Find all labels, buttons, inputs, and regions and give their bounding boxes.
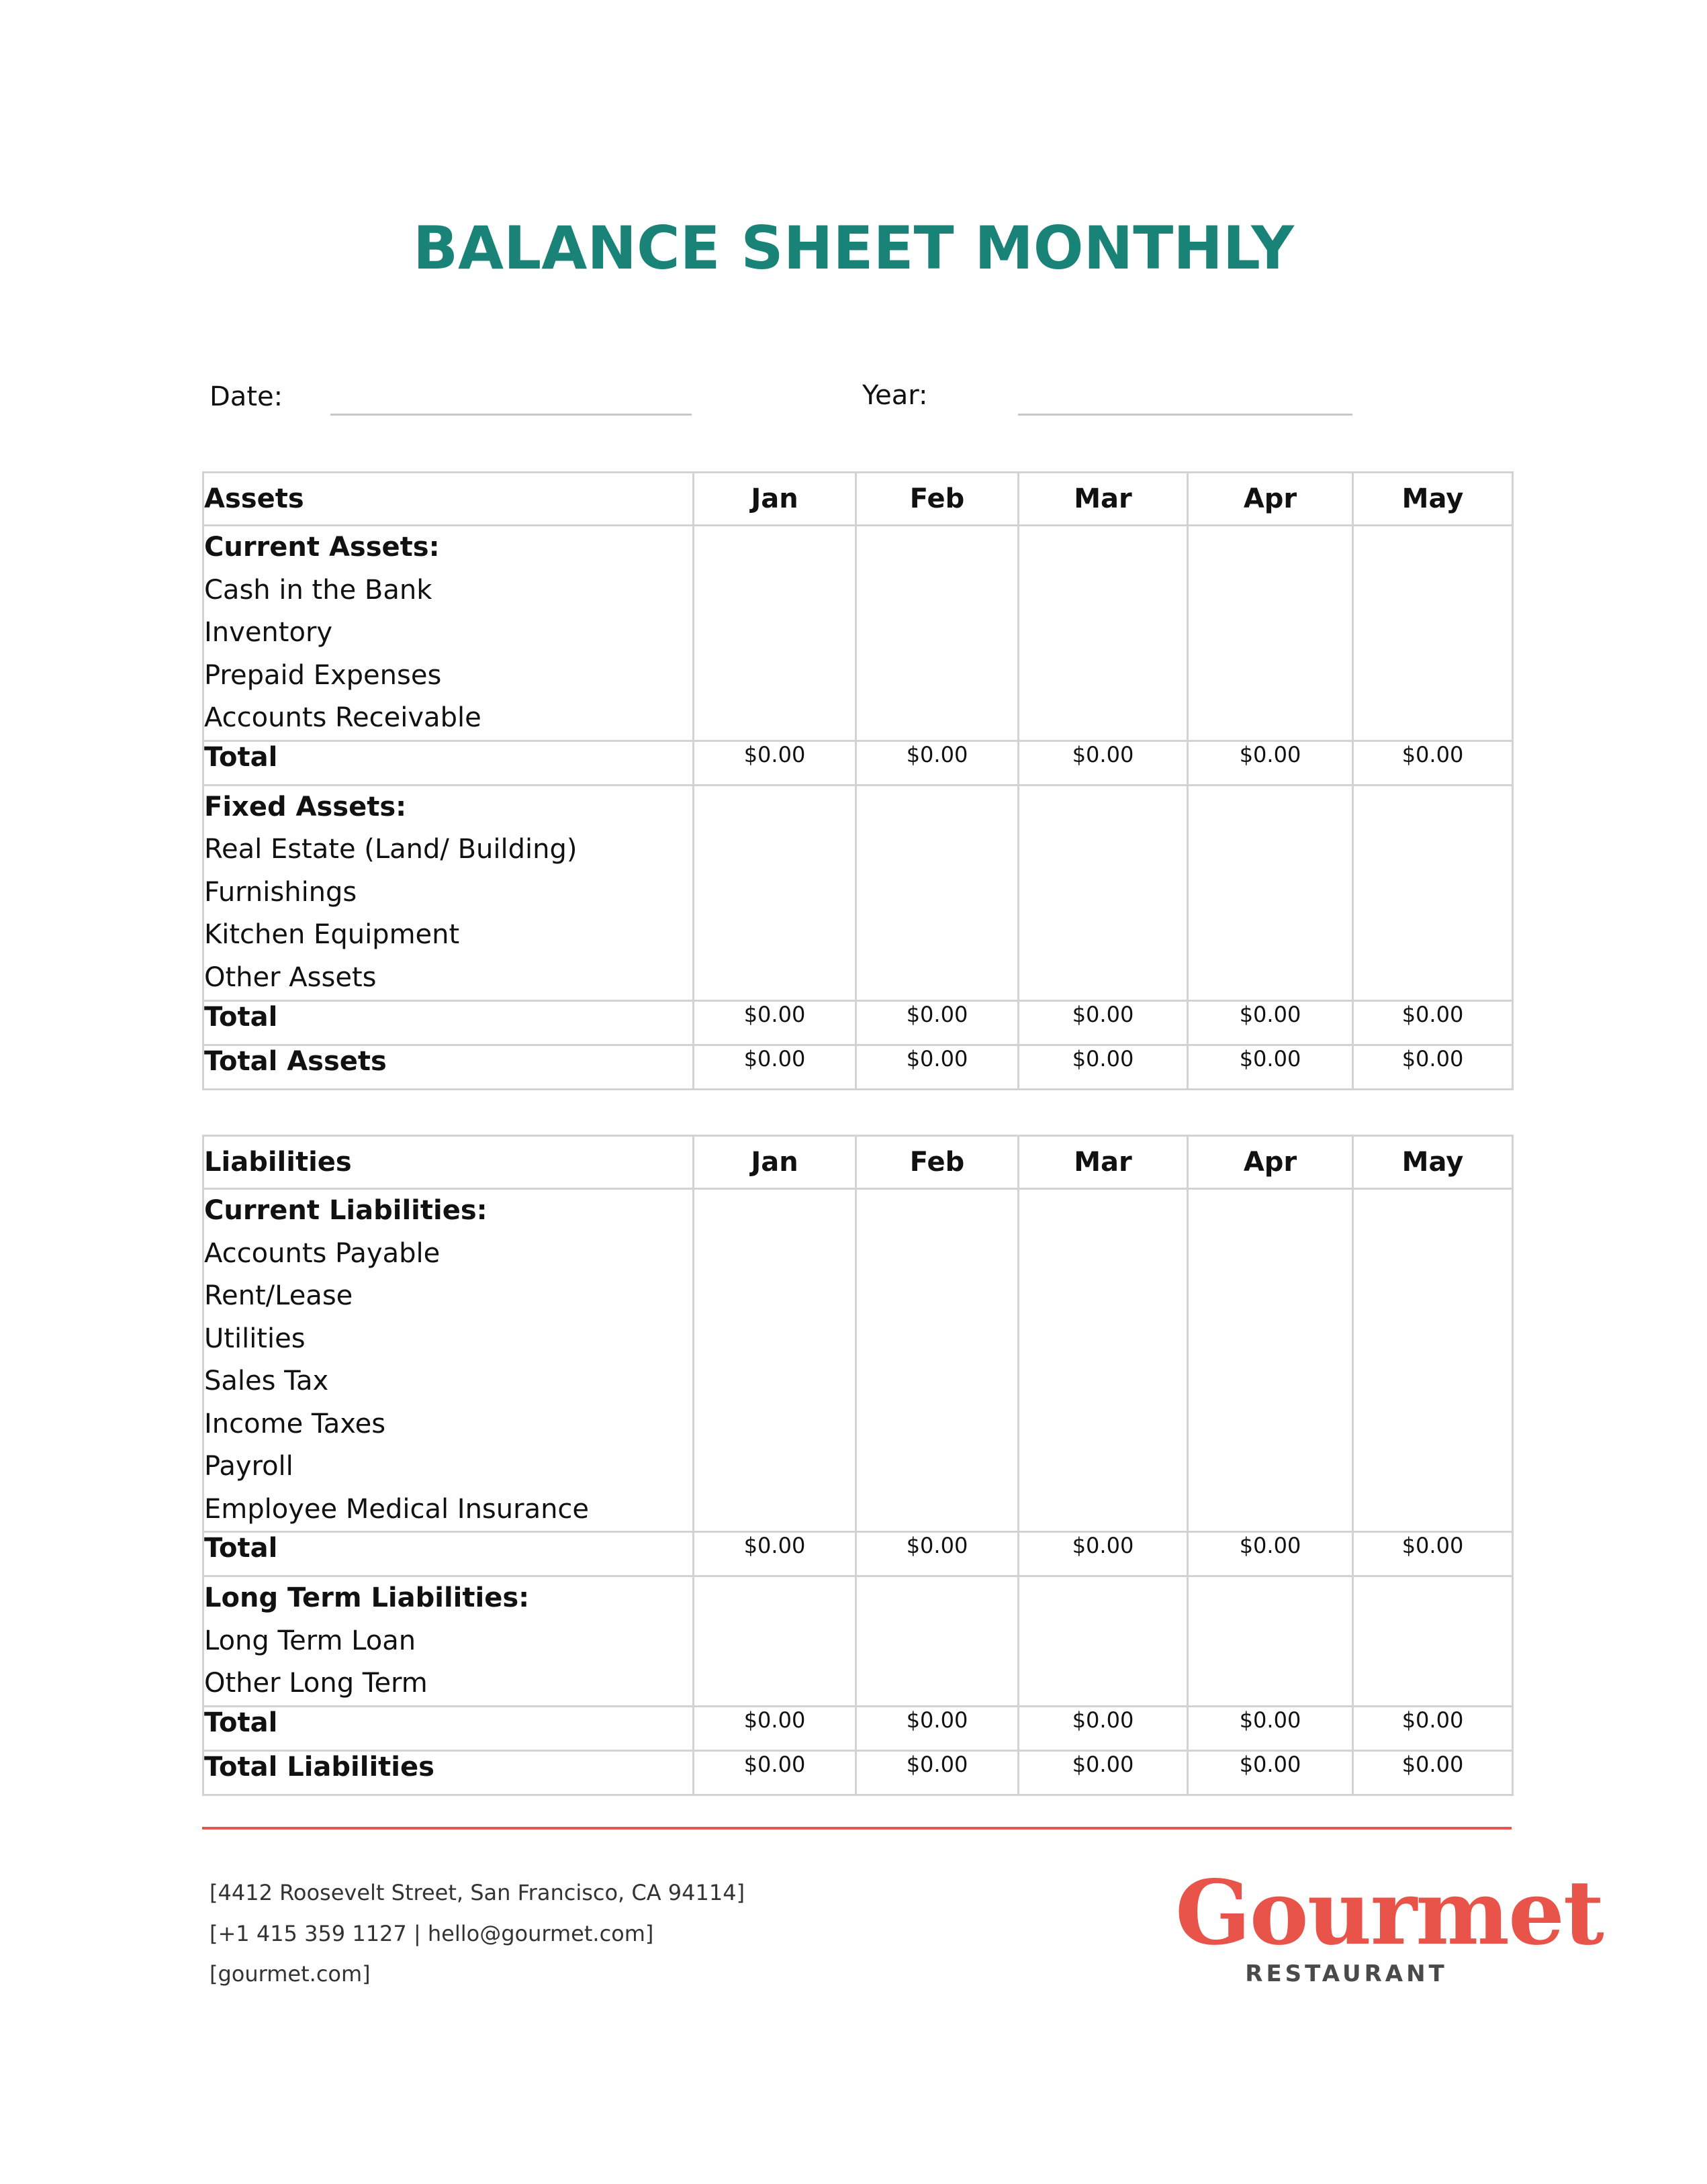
month-header: Apr bbox=[1188, 473, 1353, 526]
section-heading: Long Term Liabilities: bbox=[204, 1582, 530, 1613]
value-cell[interactable] bbox=[694, 785, 856, 1000]
assets-table bbox=[202, 471, 1514, 1090]
line-item: Long Term Loan bbox=[204, 1625, 416, 1656]
table-row bbox=[203, 1045, 1513, 1089]
logo-subtitle: RESTAURANT bbox=[1245, 1960, 1448, 1987]
grand-total-value: $0.00 bbox=[856, 1750, 1019, 1795]
footer-address: [4412 Roosevelt Street, San Francisco, CA 94114] bbox=[210, 1880, 745, 1905]
month-header: Jan bbox=[694, 1136, 856, 1189]
value-cell[interactable] bbox=[856, 1576, 1019, 1707]
value-cell[interactable] bbox=[694, 526, 856, 741]
value-cell[interactable] bbox=[1019, 1576, 1188, 1707]
logo: Gourmet bbox=[1175, 1861, 1603, 1965]
page-title: BALANCE SHEET MONTHLY bbox=[412, 213, 1295, 283]
line-item: Payroll bbox=[204, 1451, 293, 1482]
grand-total-value: $0.00 bbox=[1353, 1750, 1513, 1795]
month-header: Feb bbox=[856, 1136, 1019, 1189]
line-item: Furnishings bbox=[204, 876, 357, 908]
total-value: $0.00 bbox=[694, 1706, 856, 1750]
grand-total-value: $0.00 bbox=[1188, 1045, 1353, 1089]
assets-heading: Assets bbox=[203, 473, 694, 526]
total-value: $0.00 bbox=[1353, 1706, 1513, 1750]
long-term-liabilities-labels bbox=[203, 1576, 694, 1707]
section-heading: Fixed Assets: bbox=[204, 791, 407, 822]
total-value: $0.00 bbox=[694, 741, 856, 785]
total-value: $0.00 bbox=[1019, 1532, 1188, 1576]
line-item: Real Estate (Land/ Building) bbox=[204, 834, 578, 865]
line-item: Employee Medical Insurance bbox=[204, 1493, 590, 1525]
value-cell[interactable] bbox=[856, 526, 1019, 741]
liabilities-heading: Liabilities bbox=[203, 1136, 694, 1189]
value-cell[interactable] bbox=[694, 1576, 856, 1707]
footer-divider bbox=[202, 1827, 1512, 1830]
grand-total-label: Total Assets bbox=[203, 1045, 694, 1089]
current-assets-block bbox=[203, 526, 1513, 741]
line-item: Prepaid Expenses bbox=[204, 659, 442, 691]
table-row bbox=[203, 741, 1513, 785]
table-row bbox=[203, 1706, 1513, 1750]
line-item: Sales Tax bbox=[204, 1366, 329, 1396]
total-value: $0.00 bbox=[856, 741, 1019, 785]
total-value: $0.00 bbox=[1188, 1000, 1353, 1045]
value-cell[interactable] bbox=[1019, 526, 1188, 741]
footer-website[interactable]: [gourmet.com] bbox=[210, 1961, 371, 1987]
month-header: Feb bbox=[856, 473, 1019, 526]
month-header: May bbox=[1353, 1136, 1513, 1189]
line-item: Rent/Lease bbox=[204, 1280, 353, 1311]
grand-total-value: $0.00 bbox=[1353, 1045, 1513, 1089]
section-heading: Current Assets: bbox=[204, 532, 440, 563]
value-cell[interactable] bbox=[1353, 785, 1513, 1000]
total-value: $0.00 bbox=[856, 1000, 1019, 1045]
value-cell[interactable] bbox=[856, 1189, 1019, 1532]
table-row bbox=[203, 1532, 1513, 1576]
value-cell[interactable] bbox=[1188, 1576, 1353, 1707]
total-value: $0.00 bbox=[1353, 1532, 1513, 1576]
fixed-assets-labels bbox=[203, 785, 694, 1000]
value-cell[interactable] bbox=[1353, 526, 1513, 741]
grand-total-value: $0.00 bbox=[1188, 1750, 1353, 1795]
grand-total-label: Total Liabilities bbox=[203, 1750, 694, 1795]
value-cell[interactable] bbox=[1188, 785, 1353, 1000]
total-label: Total bbox=[203, 1000, 694, 1045]
total-value: $0.00 bbox=[1188, 1532, 1353, 1576]
value-cell[interactable] bbox=[856, 785, 1019, 1000]
long-term-liabilities-block bbox=[203, 1576, 1513, 1707]
grand-total-value: $0.00 bbox=[694, 1045, 856, 1089]
total-value: $0.00 bbox=[1188, 741, 1353, 785]
value-cell[interactable] bbox=[1019, 1189, 1188, 1532]
line-item: Utilities bbox=[204, 1323, 306, 1354]
line-item: Cash in the Bank bbox=[204, 574, 432, 606]
total-value: $0.00 bbox=[1019, 1000, 1188, 1045]
line-item: Other Long Term bbox=[204, 1668, 428, 1699]
month-header: Jan bbox=[694, 473, 856, 526]
value-cell[interactable] bbox=[694, 1189, 856, 1532]
value-cell[interactable] bbox=[1019, 785, 1188, 1000]
line-item: Kitchen Equipment bbox=[204, 919, 460, 950]
current-liabilities-block bbox=[203, 1189, 1513, 1532]
liabilities-table bbox=[202, 1135, 1514, 1796]
total-value: $0.00 bbox=[1188, 1706, 1353, 1750]
month-header: Mar bbox=[1019, 473, 1188, 526]
value-cell[interactable] bbox=[1188, 526, 1353, 741]
date-input-line[interactable] bbox=[330, 414, 692, 416]
line-item: Accounts Payable bbox=[204, 1237, 441, 1269]
total-value: $0.00 bbox=[1019, 741, 1188, 785]
total-value: $0.00 bbox=[856, 1706, 1019, 1750]
total-label: Total bbox=[203, 1532, 694, 1576]
date-label: Date: bbox=[210, 381, 283, 412]
grand-total-value: $0.00 bbox=[694, 1750, 856, 1795]
grand-total-value: $0.00 bbox=[1019, 1045, 1188, 1089]
total-label: Total bbox=[203, 741, 694, 785]
month-header: Mar bbox=[1019, 1136, 1188, 1189]
footer-contact[interactable]: [+1 415 359 1127 | hello@gourmet.com] bbox=[210, 1921, 654, 1946]
grand-total-value: $0.00 bbox=[856, 1045, 1019, 1089]
total-value: $0.00 bbox=[694, 1532, 856, 1576]
month-header: Apr bbox=[1188, 1136, 1353, 1189]
line-item: Accounts Receivable bbox=[204, 702, 481, 733]
table-row bbox=[203, 1750, 1513, 1795]
grand-total-value: $0.00 bbox=[1019, 1750, 1188, 1795]
value-cell[interactable] bbox=[1353, 1576, 1513, 1707]
total-value: $0.00 bbox=[1353, 741, 1513, 785]
line-item: Inventory bbox=[204, 617, 333, 648]
table-row bbox=[203, 1000, 1513, 1045]
year-label: Year: bbox=[862, 380, 928, 411]
year-input-line[interactable] bbox=[1018, 414, 1352, 416]
total-label: Total bbox=[203, 1706, 694, 1750]
total-value: $0.00 bbox=[856, 1532, 1019, 1576]
current-assets-labels bbox=[203, 526, 694, 741]
total-value: $0.00 bbox=[694, 1000, 856, 1045]
section-heading: Current Liabilities: bbox=[204, 1195, 488, 1226]
fixed-assets-block bbox=[203, 785, 1513, 1000]
current-liabilities-labels bbox=[203, 1189, 694, 1532]
month-header: May bbox=[1353, 473, 1513, 526]
line-item: Income Taxes bbox=[204, 1408, 386, 1439]
line-item: Other Assets bbox=[204, 961, 377, 993]
value-cell[interactable] bbox=[1353, 1189, 1513, 1532]
total-value: $0.00 bbox=[1353, 1000, 1513, 1045]
total-value: $0.00 bbox=[1019, 1706, 1188, 1750]
value-cell[interactable] bbox=[1188, 1189, 1353, 1532]
liabilities-header-row bbox=[203, 1136, 1513, 1189]
assets-header-row bbox=[203, 473, 1513, 526]
